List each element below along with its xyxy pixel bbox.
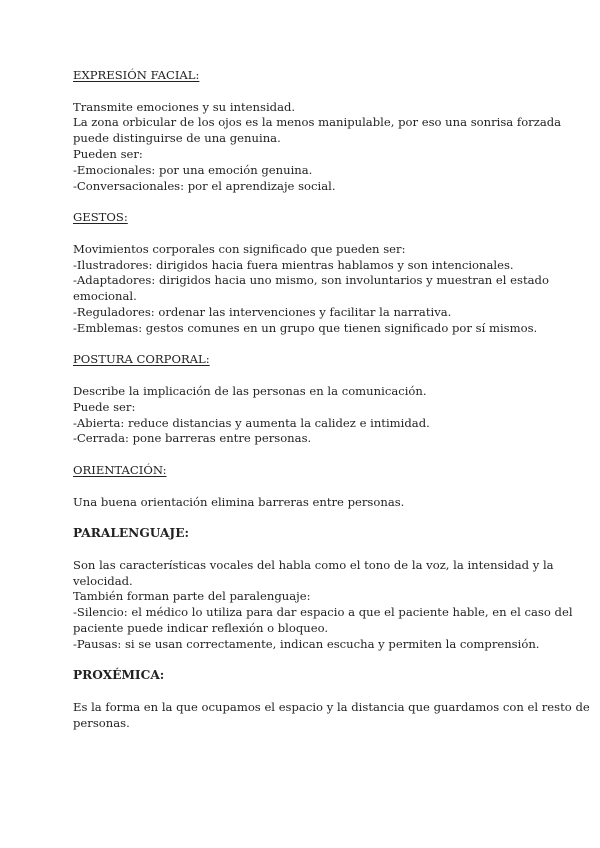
paragraph-line: Una buena orientación elimina barreras entre personas. xyxy=(73,494,405,509)
list-item: -Emocionales: por una emoción genuina. xyxy=(73,162,313,177)
list-item: -Pausas: si se usan correctamente, indican escucha y permiten la comprensión. xyxy=(73,636,540,651)
spacer xyxy=(73,510,543,526)
list-item: -Conversacionales: por el aprendizaje social. xyxy=(73,178,336,193)
spacer xyxy=(73,479,543,495)
spacer xyxy=(73,194,543,210)
spacer xyxy=(73,652,543,668)
paragraph-line: puede distinguirse de una genuina. xyxy=(73,131,281,146)
list-item: -Reguladores: ordenar las intervenciones y facilitar la narrativa. xyxy=(73,304,452,319)
heading-expresion-facial: EXPRESIÓN FACIAL: xyxy=(73,68,200,82)
heading-proxemica: PROXÉMICA: xyxy=(73,668,165,683)
heading-gestos: GESTOS: xyxy=(73,210,128,225)
paragraph-line: velocidad. xyxy=(73,573,133,588)
spacer xyxy=(73,684,543,700)
paragraph-line: Puede ser: xyxy=(73,399,136,414)
paragraph-line: Pueden ser: xyxy=(73,146,143,161)
spacer xyxy=(73,337,543,353)
paragraph-line: La zona orbicular de los ojos es la menos manipulable, por eso una sonrisa forzada xyxy=(73,115,562,130)
spacer xyxy=(73,542,543,558)
spacer xyxy=(73,368,543,384)
paragraph-line: Describe la implicación de las personas en la comunicación. xyxy=(73,383,427,398)
list-item: -Ilustradores: dirigidos hacia fuera mientras hablamos y son intencionales. xyxy=(73,257,514,272)
paragraph-line: Movimientos corporales con significado que pueden ser: xyxy=(73,241,406,256)
heading-paralenguaje: PARALENGUAJE: xyxy=(73,526,189,541)
paragraph-line: Transmite emociones y su intensidad. xyxy=(73,99,296,114)
list-item: paciente puede indicar reflexión o bloqueo. xyxy=(73,620,329,635)
list-item: -Adaptadores: dirigidos hacia uno mismo, son involuntarios y muestran el estado xyxy=(73,273,549,288)
list-item: -Cerrada: pone barreras entre personas. xyxy=(73,431,312,446)
spacer xyxy=(73,226,543,242)
list-item: emocional. xyxy=(73,289,137,304)
list-item: -Abierta: reduce distancias y aumenta la calidez e intimidad. xyxy=(73,415,430,430)
heading-orientacion: ORIENTACIÓN: xyxy=(73,462,167,477)
spacer xyxy=(73,84,543,100)
paragraph-line: personas. xyxy=(73,715,130,730)
heading-postura-corporal: POSTURA CORPORAL: xyxy=(73,352,210,367)
spacer xyxy=(73,447,543,463)
document-body xyxy=(73,68,590,731)
paragraph-line: Es la forma en la que ocupamos el espacio y la distancia que guardamos con el resto de xyxy=(73,699,590,714)
list-item: -Silencio: el médico lo utiliza para dar espacio a que el paciente hable, en el caso del xyxy=(73,605,573,620)
paragraph-line: También forman parte del paralenguaje: xyxy=(73,589,311,604)
paragraph-line: Son las características vocales del habla como el tono de la voz, la intensidad y la xyxy=(73,557,554,572)
list-item: -Emblemas: gestos comunes en un grupo que tienen significado por sí mismos. xyxy=(73,320,538,335)
